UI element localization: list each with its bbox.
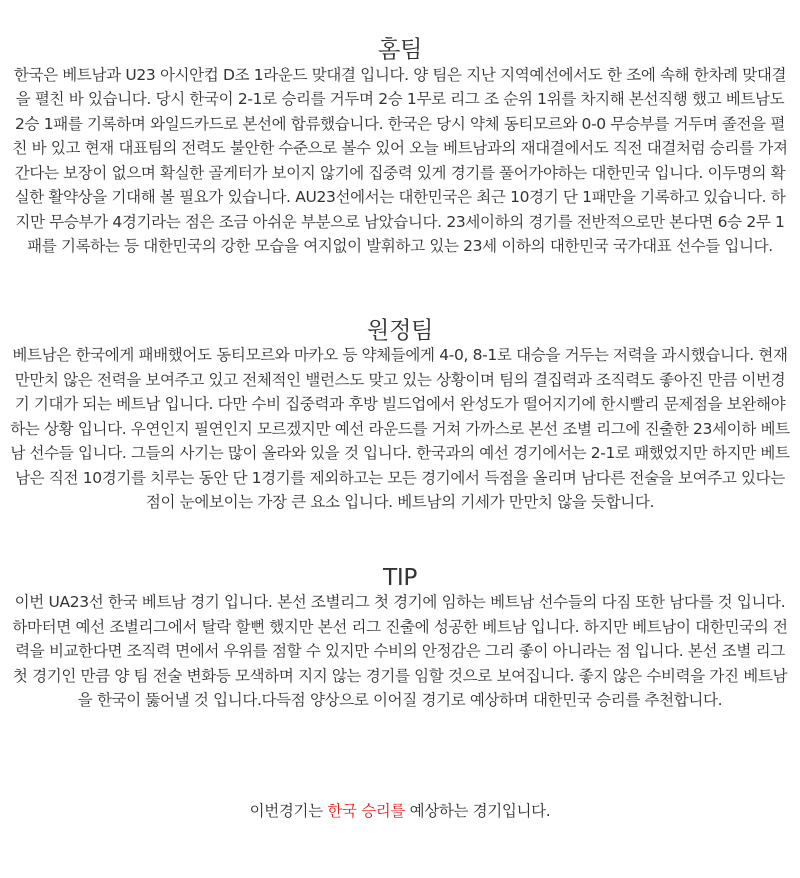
away-team-title: 원정팀 — [366, 316, 434, 344]
conclusion-suffix: 예상하는 경기입니다. — [405, 802, 551, 820]
home-team-title: 홈팀 — [377, 36, 423, 63]
tip-section — [10, 563, 790, 713]
spacer — [10, 259, 790, 319]
away-team-body: 베트남은 한국에게 패배했어도 동티모르와 마카오 등 약체들에게 4-0, 8-1로 대승을 거두는 저력을 과시했습니다. 현재 만만치 않은 전력을 보여주고 있고 전체적인 밸런스도 맞고 있는 상황이며 팀의 결집력과 조직력도 좋아진 만큼 이번경기 기대가 되는 베트남 입니다. 다만 수비 집중력과 후방 빌드업에서 완성도가 떨어지기에 한시빨리 문제점을 보완해야 하는 상황 입니다. 우연인지 필연인지 모르겠지만 예선 라운드를 거쳐 가까스로 본선 조별 리그에 진출한 23세이하 베트남 선수들 입니다. 그들의 사기는 많이 올라와 있을 것 입니다. 한국과의 예선 경기에서는 2-1로 패했었지만 하지만 베트남은 직전 10경기를 치루는 동안 단 1경기를 제외하고는 모든 경기에서 득점을 올리며 남다른 전술을 보여주고 있다는 점이 눈에보이는 가장 큰 요소 입니다. 베트남의 기세가 만만치 않을 듯합니다. — [10, 346, 790, 511]
spacer — [10, 713, 790, 784]
conclusion-highlight: 한국 승리를 — [327, 802, 406, 820]
tip-body: 이번 UA23선 한국 베트남 경기 입니다. 본선 조별리그 첫 경기에 임하는 베트남 선수들의 다짐 또한 남다를 것 입니다. 하마터면 예선 조별리그에서 탈락 할뻔 했지만 본선 리그 진출에 성공한 베트남 입니다. 하지만 베트남이 대한민국의 전력을 비교한다면 조직력 면에서 우위를 점할 수 있지만 수비의 안정감은 그리 좋이 아니라는 점 입니다. 본선 조별 리그 첫 경기인 만큼 양 팀 전술 변화등 모색하며 지지 않는 경기를 임할 것으로 보여집니다. 좋지 않은 수비력을 가진 베트남을 한국이 뚫어낼 것 입니다.다득점 양상으로 이어질 경기로 예상하며 대한민국 승리를 추천합니다. — [12, 593, 788, 709]
conclusion-prefix: 이번경기는 — [249, 802, 328, 820]
spacer — [10, 515, 790, 566]
tip-title: TIP — [382, 563, 418, 591]
conclusion — [10, 799, 790, 823]
away-team-section — [10, 316, 790, 515]
home-team-body: 한국은 베트남과 U23 아시안컵 D조 1라운드 맞대결 입니다. 양 팀은 지난 지역예선에서도 한 조에 속해 한차례 맞대결을 펼친 바 있습니다. 당시 한국이 2-1로 승리를 거두며 2승 1무로 리그 조 순위 1위를 차지해 본선직행 했고 베트남도 2승 1패를 기록하며 와일드카드로 본선에 합류했습니다. 한국은 당시 약체 동티모르와 0-0 무승부를 거두며 졸전을 펼친 바 있고 현재 대표팀의 전력도 불안한 수준으로 볼수 있어 오늘 베트남과의 재대결에서도 직전 대결처럼 승리를 가져간다는 보장이 없으며 확실한 골게터가 보이지 않기에 집중력 있게 경기를 풀어가야하는 대한민국 입니다. 이두명의 확실한 활약상을 기대해 볼 필요가 있습니다. AU23선에서는 대한민국은 최근 10경기 단 1패만을 기록하고 있습니다. 하지만 무승부가 4경기라는 점은 조금 아쉬운 부분으로 남았습니다. 23세이하의 경기를 전반적으로만 본다면 6승 2무 1패를 기록하는 등 대한민국의 강한 모습을 여지없이 발휘하고 있는 23세 이하의 대한민국 국가대표 선수들 입니다. — [12, 65, 788, 255]
home-team-section — [10, 38, 790, 259]
